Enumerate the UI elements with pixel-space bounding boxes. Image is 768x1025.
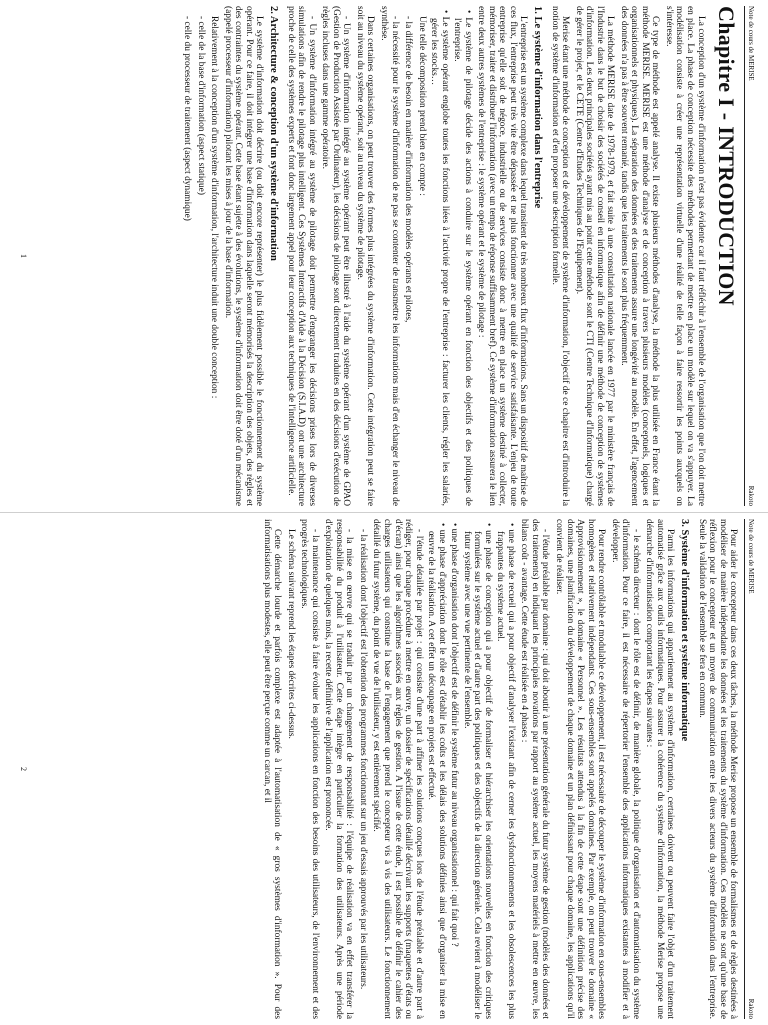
intro-paragraph: La conception d'un système d'information n'est pas évidente car il faut réfléchir à l'ensemble de l'organisation que l'on doit mettre en place. La phase de conception nécessite des méthodes permettant de mettre en place un modèle sur lequel on va s'appuyer. La modélisation consiste à créer une représentation virtuelle d'une réalité de telle façon à faire ressortir les points auxquels on s'intéresse. — [663, 6, 706, 506]
page-1-header-left: Note de cours de MERISE — [747, 6, 755, 81]
phase-item: • une phase de recueil qui a pour objectif d'analyser l'existant afin de cerner les dysfonctionnements et les obsolescences les plus frappantes du système actuel. — [495, 523, 516, 1019]
section-3-paragraph: - le schéma directeur : dont le rôle est de définir, de manière globale, la politique d'organisation et d'automatisation du système d'information. Pour ce faire, il est nécessaire de répertorier l'ensemble des applications informatiques existantes à modifier et à développer. — [609, 519, 641, 1019]
section-1-paragraph: - Un système d'information intégré au système opérant peut être illustré à l'aide du système opérant d'un système de GPAO (Gestion de Production Assistée par Ordinateur), les décisions de pilotage sont directement traduites en des décisions d'exécution de règles incluses dans une gamme opératoire. — [320, 6, 352, 506]
section-3-paragraph: - l'étude préalable par domaine : qui doit aboutir à une présentation générale du futur système de gestion (modèles des données et des traitements) en indiquant les principales novations par rapport au système actuel, les moyens matériels à mettre en œuvre, les bilans coût - avantage. Cette étude est réalisée en 4 phases : — [519, 519, 551, 1019]
page-1-header-right: Rakoto — [747, 485, 755, 506]
section-1-title: 1. Le système d'information dans l'entreprise — [532, 6, 544, 209]
page-2-header-right: Rakoto — [747, 998, 755, 1019]
chapter-title: Chapitre I - INTRODUCTION — [714, 6, 740, 306]
section-1-paragraph: - la nécessité pour le système d'information de ne pas se contenter de transmettre les informations mais d'en échanger le niveau de synthèse. — [378, 6, 400, 506]
page-2-content — [14, 519, 754, 1019]
bullet-item: • Le système opérant englobe toutes les fonctions liées à l'activité propre de l'entreprise : facturer les clients, régler les salariés, gérer les stocks… — [429, 10, 450, 506]
scanned-page-1 — [0, 0, 768, 512]
section-3-title: 3. Système d'information et système informatique — [679, 519, 691, 742]
page-1-content — [14, 6, 754, 506]
section-1-paragraph: Une telle décomposition prend bien en compte : — [416, 16, 427, 196]
section-1-paragraph: - la différence de besoin en matière d'information des modèles opérants et pilotes, — [403, 16, 414, 323]
phase-item: • une phase de conception qui a pour objectif de formaliser et hiérarchiser les orientations nouvelles en fonction des critiques formulées sur le système actuel et d'autre part des politiques et des objectifs de la direction générale. Cela revient à modéliser le futur système avec une vue pertinente de l'ensemble. — [461, 523, 493, 1019]
phase-item: • une phase d'appréciation dont le rôle est d'établir les coûts et les délais des solutions définies ainsi que d'organiser la mise en œuvre de la réalisation. A cet effet un découpage en projets est effectué. — [426, 523, 447, 1019]
section-1-paragraph: - Un système d'information intégré au système de pilotage doit permettre d'engranger les décisions prises lors de diverses simulations afin de rendre le pilotage plus intelligent. Ces Systèmes Interactifs d'Aide à la Décision (S.I.A.D) ont une architecture proche de celle des systèmes experts et font donc largement appel pour leur conception aux techniques de l'intelligence artificielle. — [285, 6, 317, 506]
bullet-item: • Le système de pilotage décide des actions à conduire sur le système opérant en fonction des objectifs et des politiques de l'entreprise. — [452, 10, 473, 506]
section-3-paragraph: - la maintenance qui consiste à faire évoluer les applications en fonction des besoins des utilisateurs, de l'environnement et des progrès technologiques. — [299, 519, 320, 1019]
page-1-header — [744, 6, 754, 506]
section-3-paragraph: Parmi les informations qui appartiennent au système d'information, certaines doivent ou peuvent faire l'objet d'un traitement automatisé grâce aux outils informatiques. Pour assurer la cohérence du système d'information, la méthode Merise propose une démarche d'informatisation comportant les étapes suivantes : — [644, 519, 676, 1019]
section-1-paragraph: L'entreprise est un système complexe dans lequel transitent de très nombreux flux d'informations. Sans un dispositif de maîtrise de ces flux, l'entreprise peut très vite être dépassée et ne plus fonctionner avec une qualité de service satisfaisante. L'enjeu de toute entreprise qu'elle soit de négoce, industrielle ou de services consiste donc à mettre en place un système destiné à collecter, mémoriser, traiter et distribuer l'information (avec un temps de réponse suffisamment bref). Ce système d'information assurera le lien entre deux autres systèmes de l'entreprise : le système opérant et le système de pilotage : — [476, 6, 529, 506]
scanned-page-2 — [0, 512, 768, 1025]
section-3-paragraph: - l'étude détaillée par projet : qui consiste d'une part à affiner les solutions conçues lors de l'étude préalable et d'autre part à rédiger, pour chaque procédure à mettre en œuvre, un dossier de spécifications détaillé décrivant les supports (maquettes d'états ou d'écran) ainsi que les algorithmes associés aux règles de gestion. A l'issue de cette étude, il est possible de définir le cahier des charges utilisateurs qui constitue la base de l'engagement que prend le concepteur vis à vis des utilisateurs. Le fonctionnement détaillé du futur système, du point de vue de l'utilisateur, y est entièrement spécifié. — [371, 519, 424, 1019]
section-2-paragraph: - celle de la base d'information (aspect statique) — [195, 16, 206, 195]
page-number: 2 — [18, 767, 28, 771]
page-2-header-left: Note de cours de MERISE — [747, 519, 755, 594]
section-3-paragraph: Pour rendre contrôlable et modulable ce développement, il est nécessaire de découper le système d'information en sous-ensembles homogènes et relativement indépendants. Ces sous-ensembles sont appelés domaines. Par exemple, on peut trouver le domaine « Approvisionnement », le domaine « Personnel ». Les résultats attendus à la fin de cette étape sont une définition précise des domaines, une planification du développement de chaque domaine et un plan définissant pour chaque domaine, les applications qu'il convient de réaliser. — [553, 519, 607, 1019]
section-3-paragraph: - la mise en œuvre qui se traduit par un changement de responsabilité : l'équipe de réalisation va en effet transférer la responsabilité du produit à l'utilisateur. Cette étape intègre en particulier la formation des utilisateurs. Après une période d'exploitation de quelques mois, la recette définitive de l'application est prononcée. — [323, 519, 355, 1019]
section-3-paragraph: - la réalisation dont l'objectif est l'obtention des programmes fonctionnant sur un jeu d'essais approuvés par les utilisateurs. — [357, 529, 368, 990]
section-3-paragraph: Le schéma suivant reprend les étapes décrites ci-dessus. — [285, 529, 296, 739]
phase-item: • une phase d'organisation dont l'objectif est de définir le système futur au niveau organisationnel : qui fait quoi ? — [449, 523, 460, 947]
section-2-title: 2. Architecture & conception d'un système d'information — [268, 6, 280, 261]
intro-paragraph: Ce type de méthode est appelé analyse. Il existe plusieurs méthodes d'analyse, la méthode la plus utilisée en France étant la méthode MERISE. MERISE est une méthode d'analyse et de conception à travers plusieurs modèles (conceptuels, logiques et organisationnels et physiques). La séparation des données et des traitements assure une longévité au modèle. En effet, l'agencement des données n'a pas à être souvent remanié, tandis que les traitements le sont plus fréquemment. — [618, 6, 661, 506]
section-2-paragraph: Relativement à la conception d'un système d'information, l'architecture induit une double conception : — [209, 16, 220, 399]
page-2-header — [744, 519, 754, 1019]
intro-paragraph: Pour aider le concepteur dans ces deux tâches, la méthode Merise propose un ensemble de formalismes et de règles destinées à modéliser de manière indépendante les données et les traitements du système d'information. Ces modèles ne sont qu'une base de réflexion pour le concepteur et un moyen de communication entre les divers acteurs du système d'information dans l'entreprise. Seule la validation de l'ensemble se fera en commun. — [696, 519, 739, 1019]
section-2-paragraph: - celle du processeur de traitement (aspect dynamique) — [182, 16, 193, 221]
intro-paragraph: La méthode MERISE date de 1978-1979, et fait suite à une consultation nationale lancée en 1977 par le ministère français de l'Industrie dans le but de choisir des sociétés de conseil en informatique afin de définir une méthode de conception de systèmes d'information. Les deux principales sociétés ayant mis au point cette méthode sont le CTI (Centre Technique d'Informatique) chargé de gérer le projet, et le CETE (Centre d'Etudes Techniques de l'Equipement). — [573, 6, 616, 506]
intro-paragraph: Merise étant une méthode de conception et de développement de système d'information, l'objectif de ce chapitre est d'introduire la notion de système d'information et d'en proposer une description formelle. — [549, 6, 571, 506]
page-number: 1 — [18, 254, 28, 258]
section-3-paragraph: Cette démarche lourde et parfois complexe est adaptée à l'automatisation de « gros systèmes d'information ». Pour des informatisations plus modestes, elle peut être perçue comme un carcan, et il — [261, 519, 283, 1019]
section-2-paragraph: Le système d'information doit décrire (ou doit encore représenter) le plus fidèlement possible le fonctionnement du système opérant. Pour ce faire, il doit intégrer une base d'information dans laquelle seront mémorisés la description des objets, des règles et des contraintes du système opérant. Cette base étant sujette à des évolutions, le système d'information doit être doté d'un mécanisme (appelé processeur d'information) pilotant les mises à jour de la base d'information. — [222, 6, 265, 506]
section-1-paragraph: Dans certaines organisations, on peut trouver des formes plus intégrées du système d'information. Cette intégration peut se faire soit au niveau du système opérant, soit au niveau du système de pilotage. — [354, 6, 376, 506]
